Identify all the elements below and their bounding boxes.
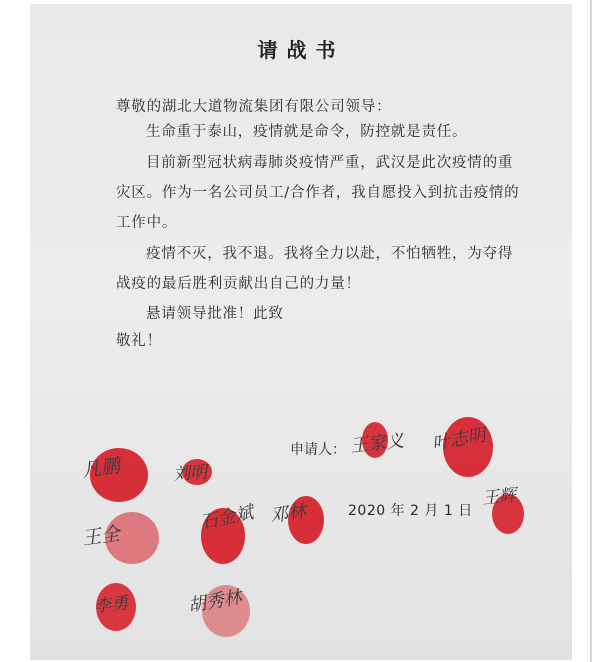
paragraph-3-line-2: 战疫的最后胜利贡献出自己的力量！ xyxy=(116,276,361,292)
paragraph-1: 生命重于泰山，疫情就是命令，防控就是责任。 xyxy=(146,124,468,140)
applicant-label: 申请人： xyxy=(290,442,346,458)
signature-10: 胡秀林 xyxy=(186,586,244,617)
fingerprints-layer xyxy=(30,4,572,660)
signature-2: 刘明 xyxy=(172,462,208,485)
signature-9: 李勇 xyxy=(93,593,130,617)
paragraph-2-line-3: 工作中。 xyxy=(116,215,178,231)
document-date: 2020 年 2 月 1 日 xyxy=(348,503,473,519)
page-divider xyxy=(590,0,592,662)
signature-7: 邓林 xyxy=(268,501,308,527)
paragraph-2-line-2: 灾区。作为一名公司员工/合作者，我自愿投入到抗击疫情的 xyxy=(116,185,520,201)
signature-4: 叶志明 xyxy=(430,424,488,455)
request-line: 悬请领导批准！此致 xyxy=(146,306,284,322)
signature-1: 凡鹏 xyxy=(80,454,122,482)
signature-3: 王家义 xyxy=(349,430,405,457)
salutation: 尊敬的湖北大道物流集团有限公司领导： xyxy=(116,99,392,115)
paragraph-3-line-1: 疫情不灭，我不退。我将全力以赴，不怕牺牲，为夺得 xyxy=(146,246,514,262)
signature-6: 石金斌 xyxy=(198,501,256,534)
document-title: 请战书 xyxy=(257,38,345,62)
closing-line: 敬礼！ xyxy=(116,333,162,349)
signature-5: 王全 xyxy=(80,522,122,550)
signature-8: 王辉 xyxy=(481,485,518,509)
document-photo xyxy=(30,4,572,660)
paragraph-2-line-1: 目前新型冠状病毒肺炎疫情严重，武汉是此次疫情的重 xyxy=(146,155,514,171)
